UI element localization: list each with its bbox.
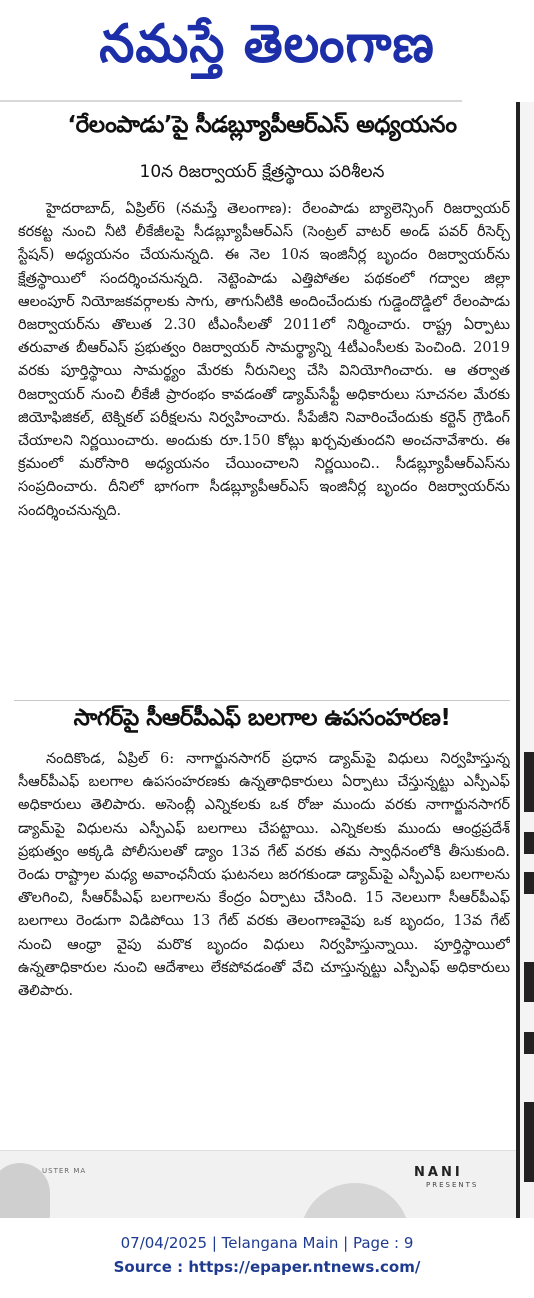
ad-poster-tag: USTER MA <box>42 1167 87 1175</box>
strip-mark <box>524 962 534 1002</box>
page-footer <box>0 1218 534 1298</box>
ad-presents-text: PRESENTS <box>426 1181 479 1189</box>
strip-mark <box>524 1102 534 1182</box>
ad-photo-right <box>300 1183 410 1219</box>
article1-headline: ‘రేలంపాడు’పై సీడబ్ల్యూపీఆర్‌ఎస్‌ అధ్యయనం <box>67 112 457 138</box>
article-divider <box>14 700 510 701</box>
footer-source-link[interactable]: Source : https://epaper.ntnews.com/ <box>113 1258 421 1276</box>
top-rule <box>0 100 462 102</box>
strip-mark <box>524 752 534 812</box>
strip-mark <box>524 1032 534 1054</box>
advertisement-strip <box>0 1150 516 1219</box>
ad-brand-logo: NANI <box>414 1165 463 1180</box>
footer-edition-info: 07/04/2025 | Telangana Main | Page : 9 <box>120 1234 414 1252</box>
strip-mark <box>524 872 534 894</box>
article1-subheadline: 10న రిజర్వాయర్‌ క్షేత్రస్థాయి పరిశీలన <box>139 162 385 182</box>
article2-headline: సాగర్‌పై సీఆర్‌పీఎఫ్‌ బలగాల ఉపసంహరణ! <box>73 705 451 731</box>
newspaper-masthead <box>0 0 534 100</box>
masthead-title: నమస్తే తెలంగాణ <box>99 12 435 74</box>
article1-body: హైదరాబాద్‌, ఏప్రిల్‌6 (నమస్తే తెలంగాణ): రేలంపాడు బ్యాలెన్సింగ్‌ రిజర్వాయర్‌ కరకట్ట నుంచి నీటి లీకేజీలపై సీడబ్ల్యూపీఆర్‌ఎస్‌ (సెంట్రల్‌ వాటర్‌ అండ్‌ పవర్‌ రీసెర్చ్‌ స్టేషన్‌) అధ్యయనం చేయనున్నది. ఈ నెల 10న ఇంజినీర్ల బృందం రిజర్వాయర్‌ను క్షేత్రస్థాయిలో సందర్శించనున్నది. నెట్టెంపాడు ఎత్తిపోతల పథకంలో గద్వాల జిల్లా ఆలంపూర్‌ నియోజకవర్గాలకు సాగు, తాగునీటికి అందించేందుకు గుడ్డెందొడ్డిలో రేలంపాడు రిజర్వాయర్‌ను తొలుత 2.30 టీఎంసీలతో 2011లో నిర్మించారు. రాష్ట్ర ఏర్పాటు తరువాత బీఆర్‌ఎస్‌ ప్రభుత్వం రిజర్వాయర్‌ సామర్థ్యాన్ని 4టీఎంసీలకు పెంచింది. 2019 వరకు పూర్తిస్థాయి సామర్థ్యం మేరకు నీరునిల్వ చేసి వినియోగించారు. ఆ తర్వాత రిజర్వాయర్‌ నుంచి లీకేజీ ప్రారంభం కావడంతో డ్యామ్‌సేఫ్టీ అధికారులు సూచనల మేరకు జియోఫిజికల్‌, టెక్నికల్‌ పరీక్షలను నిర్వహించారు. సీపేజీని నివారించేందుకు కర్టెన్‌ గ్రౌడింగ్‌ చేయాలని నిర్ణయించారు. అందుకు రూ.150 కోట్లు ఖర్చవుతుందని అంచనావేశారు. ఈ క్రమంలో మరోసారి అధ్యయనం చేయించాలని నిర్ణయించి.. సీడబ్ల్యూపీఆర్‌ఎస్‌ను సంప్రదించారు. దీనిలో భాగంగా సీడబ్ల్యూపీఆర్‌ఎస్‌ ఇంజినీర్ల బృందం రిజర్వాయర్‌ను సందర్శించనున్నది. <box>18 201 510 519</box>
strip-mark <box>524 832 534 854</box>
article2-body: నందికొండ, ఏప్రిల్‌ 6: నాగార్జునసాగర్‌ ప్రధాన డ్యామ్‌పై విధులు నిర్వహిస్తున్న సీఆర్‌పీఎఫ్‌ బలగాల ఉపసంహరణకు ఉన్నతాధికారులు ఏర్పాటు చేస్తున్నట్టు ఎస్పీఎఫ్‌ అధికారులు తెలిపారు. అసెంబ్లీ ఎన్నికలకు ఒక రోజు ముందు వరకు నాగార్జునసాగర్‌ డ్యామ్‌పై విధులను ఎస్పీఎఫ్‌ బలగాలు చేపట్టాయి. ఎన్నికలకు ముందు ఆంధ్రప్రదేశ్‌ ప్రభుత్వం అక్కడి పోలీసులతో డ్యాం 13వ గేట్‌ వరకు తమ స్వాధీనంలోకి తీసుకుంది. రెండు రాష్ట్రాల మధ్య అవాంఛనీయ ఘటనలు జరగకుండా డ్యామ్‌పై ఎస్పీఎఫ్‌ బలగాలను తొలగించి, సీఆర్‌పీఎఫ్‌ బలగాలను కేంద్రం ఏర్పాటు చేసింది. 15 నెలలుగా సీఆర్‌పీఎఫ్‌ బలగాలు రెండుగా విడిపోయి 13 గేట్‌ వరకు తెలంగాణవైపు ఒక బృందం, 13వ గేట్‌ నుంచి ఆంధ్రా వైపు మరొక బృందం విధులు నిర్వహిస్తున్నాయి. పూర్తిస్థాయిలో ఉన్నతాధికారుల నుంచి ఆదేశాలు లేకపోవడంతో వేచి చూస్తున్నట్టు ఎస్పీఎఫ్‌ అధికారులు తెలిపారు. <box>18 751 510 1000</box>
adjacent-column-strip <box>516 102 534 1218</box>
